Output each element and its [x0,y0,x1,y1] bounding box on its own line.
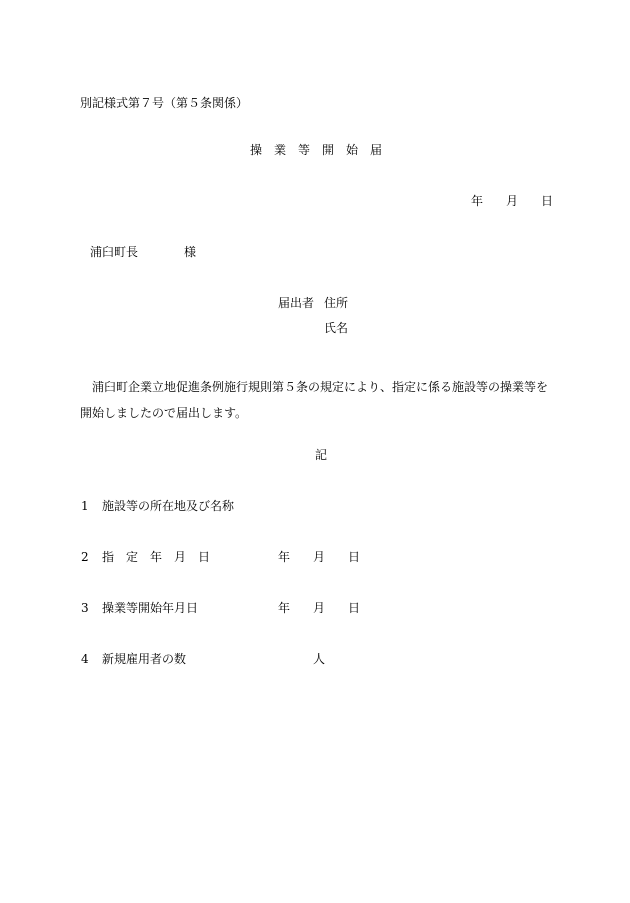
honorific: 様 [184,245,197,259]
ki-heading: 記 [315,448,328,462]
applicant-name-label: 氏名 [324,321,349,335]
body-paragraph: 浦臼町企業立地促進条例施行規則第５条の規定により、指定に係る施設等の操業等を開始しましたので届出します。 [80,380,549,420]
item-month-label: 月 [313,550,326,564]
item-label: 施設等の所在地及び名称 [102,499,235,513]
item-day-label: 日 [348,601,361,615]
addressee: 浦臼町長 [90,245,139,259]
applicant-address-label: 住所 [324,296,349,310]
date-day-label: 日 [541,194,554,208]
item-number: 1 [81,499,89,513]
item-label: 操業等開始年月日 [102,601,199,615]
form-reference: 別記様式第７号（第５条関係） [80,96,249,110]
item-label: 指 定 年 月 日 [102,550,211,564]
date-year-label: 年 [471,194,484,208]
item-number: 2 [81,550,89,564]
date-month-label: 月 [506,194,519,208]
item-number: 3 [81,601,89,615]
item-year-label: 年 [278,601,291,615]
item-year-label: 年 [278,550,291,564]
document-title: 操 業 等 開 始 届 [250,143,383,157]
item-day-label: 日 [348,550,361,564]
item-number: 4 [81,652,89,666]
item-month-label: 月 [313,601,326,615]
applicant-label: 届出者 [278,296,315,310]
item-unit-label: 人 [313,652,326,666]
item-label: 新規雇用者の数 [102,652,187,666]
